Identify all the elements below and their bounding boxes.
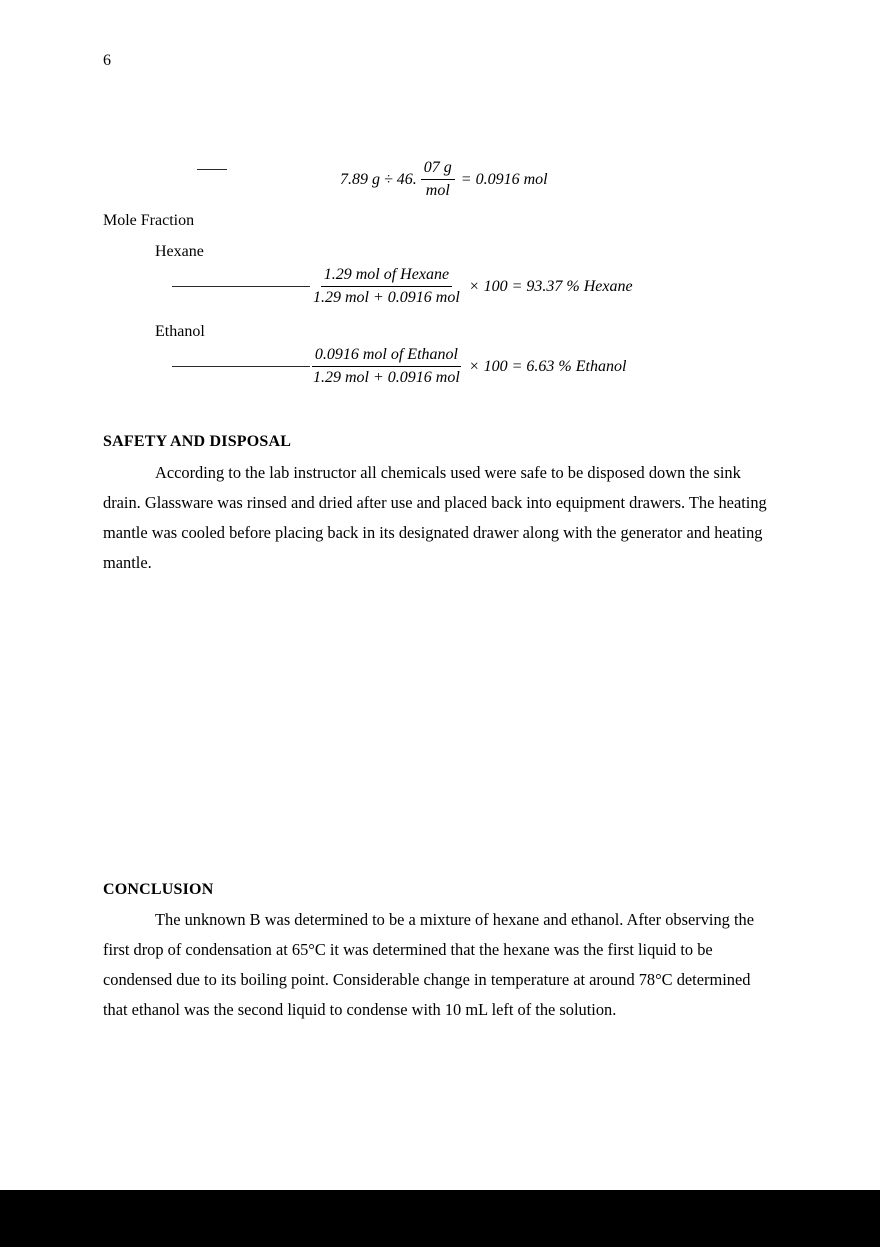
fraction-numerator: 1.29 mol of Hexane	[321, 265, 452, 287]
hexane-mole-fraction-formula	[172, 265, 633, 308]
placeholder-line	[197, 169, 227, 170]
hexane-fraction	[310, 265, 463, 308]
fraction-denominator: mol	[425, 182, 450, 199]
mol-calculation-formula	[340, 158, 548, 201]
hexane-percentage-result: × 100 = 93.37 % Hexane	[468, 277, 633, 295]
ethanol-mole-fraction-formula	[172, 345, 626, 388]
bottom-black-bar	[0, 1190, 880, 1247]
leader-line	[172, 286, 310, 287]
fraction-numerator: 07 g	[421, 158, 455, 180]
mol-calculation-fraction	[421, 158, 455, 201]
leader-line	[172, 366, 310, 367]
fraction-denominator: 1.29 mol + 0.0916 mol	[313, 369, 460, 386]
mol-calculation-result: = 0.0916 mol	[460, 170, 548, 188]
mole-fraction-heading: Mole Fraction	[103, 212, 195, 229]
page-number: 6	[103, 52, 111, 69]
ethanol-percentage-result: × 100 = 6.63 % Ethanol	[468, 357, 627, 375]
fraction-denominator: 1.29 mol + 0.0916 mol	[313, 289, 460, 306]
mol-calculation-prefix: 7.89 g ÷ 46.	[340, 170, 417, 188]
ethanol-label: Ethanol	[155, 323, 205, 340]
conclusion-heading: CONCLUSION	[103, 881, 214, 898]
hexane-label: Hexane	[155, 243, 204, 260]
safety-paragraph: According to the lab instructor all chemicals used were safe to be disposed down the sink drain. Glassware was rinsed and dried after use and placed back into equipment drawers. The heating mantle was cooled before placing back in its designated drawer along with the generator and heating mantle.	[103, 463, 767, 572]
conclusion-paragraph: The unknown B was determined to be a mixture of hexane and ethanol. After observing the first drop of condensation at 65°C it was determined that the hexane was the first liquid to be condensed due to its boiling point. Considerable change in temperature at around 78°C determined that ethanol was the second liquid to condense with 10 mL left of the solution.	[103, 910, 754, 1019]
ethanol-fraction	[310, 345, 463, 388]
safety-and-disposal-heading: SAFETY AND DISPOSAL	[103, 433, 292, 450]
fraction-numerator: 0.0916 mol of Ethanol	[312, 345, 461, 367]
